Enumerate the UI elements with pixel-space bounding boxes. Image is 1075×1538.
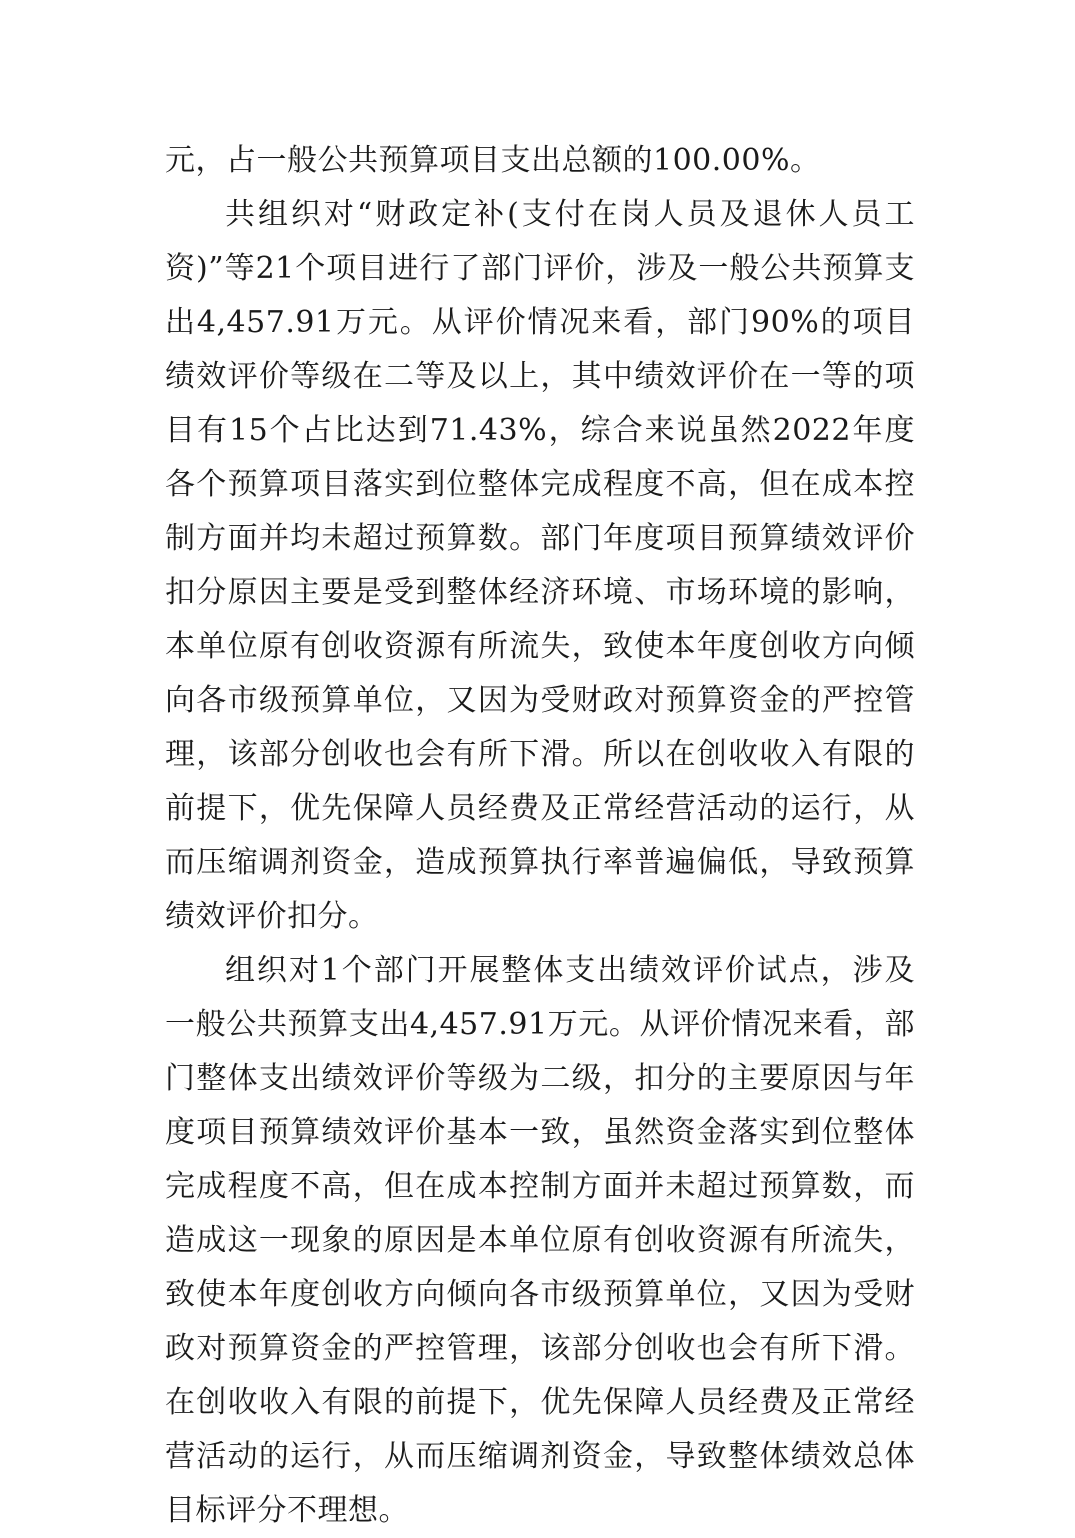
paragraph-continuation: 元，占一般公共预算项目支出总额的100.00%。 — [165, 143, 821, 178]
document-body — [165, 134, 915, 1538]
paragraph-department-evaluation: 组织对1个部门开展整体支出绩效评价试点，涉及一般公共预算支出4,457.91万元。从评价情况来看，部门整体支出绩效评价等级为二级，扣分的主要原因与年度项目预算绩效评价基本一致，虽然资金落实到位整体完成程度不高，但在成本控制方面并未超过预算数，而造成这一现象的原因是本单位原有创收资源有所流失，致使本年度创收方向倾向各市级预算单位，又因为受财政对预算资金的严控管理，该部分创收也会有所下滑。在创收收入有限的前提下，优先保障人员经费及正常经营活动的运行，从而压缩调剂资金，导致整体绩效总体目标评分不理想。 — [165, 953, 915, 1528]
paragraph-project-evaluation: 共组织对“财政定补(支付在岗人员及退休人员工资)”等21个项目进行了部门评价，涉及一般公共预算支出4,457.91万元。从评价情况来看，部门90%的项目绩效评价等级在二等及以上，其中绩效评价在一等的项目有15个占比达到71.43%，综合来说虽然2022年度各个预算项目落实到位整体完成程度不高，但在成本控制方面并均未超过预算数。部门年度项目预算绩效评价扣分原因主要是受到整体经济环境、市场环境的影响，本单位原有创收资源有所流失，致使本年度创收方向倾向各市级预算单位，又因为受财政对预算资金的严控管理，该部分创收也会有所下滑。所以在创收收入有限的前提下，优先保障人员经费及正常经营活动的运行，从而压缩调剂资金，造成预算执行率普遍偏低，导致预算绩效评价扣分。 — [165, 197, 915, 934]
